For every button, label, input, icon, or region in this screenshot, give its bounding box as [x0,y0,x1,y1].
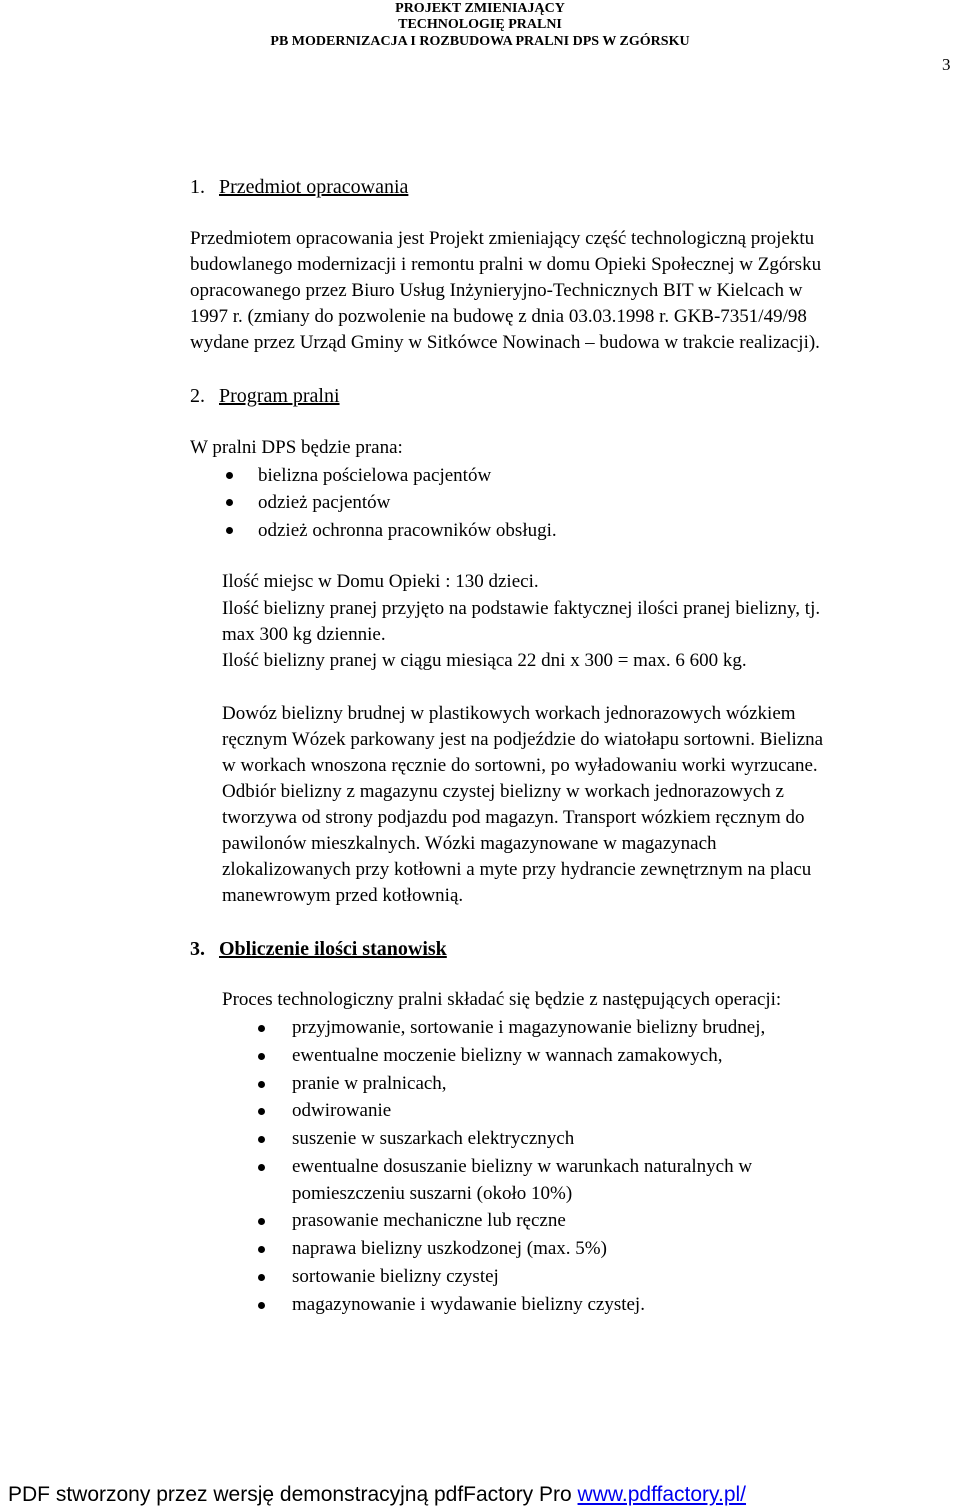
section-1-heading [190,177,408,197]
list-item: pranie w pralnicach, [292,1073,447,1094]
section-1-line: budowlanego modernizacji i remontu pralni w domu Opieki Społecznej w Zgórsku [190,254,822,275]
bullet-icon [226,499,233,506]
bullet-icon [258,1164,265,1171]
list-item: odwirowanie [292,1100,392,1121]
list-item-continuation: pomieszczeniu suszarni (około 10%) [292,1183,573,1204]
stats-line: Ilość bielizny pranej w ciągu miesiąca 22 dni x 300 = max. 6 600 kg. [222,650,747,671]
transport-line: manewrowym przed kotłownią. [222,885,464,906]
list-item: suszenie w suszarkach elektrycznych [292,1128,575,1149]
footer-link[interactable]: www.pdffactory.pl/ [577,1483,747,1506]
bullet-icon [258,1136,265,1143]
section-3-number: 3. [190,938,205,960]
list-item: naprawa bielizny uszkodzonej (max. 5%) [292,1238,607,1259]
list-item: prasowanie mechaniczne lub ręczne [292,1210,566,1231]
section-1-line: opracowanego przez Biuro Usług Inżynieryjno-Technicznych BIT w Kielcach w [190,280,803,301]
page-number: 3 [942,55,951,74]
list-item: sortowanie bielizny czystej [292,1266,499,1287]
section-3-intro: Proces technologiczny pralni składać się będzie z następujących operacji: [222,989,782,1010]
transport-line: ręcznym Wózek parkowany jest na podjeździe do wiatołapu sortowni. Bielizna [222,729,824,750]
section-1-line: Przedmiotem opracowania jest Projekt zmieniający część technologiczną projektu [190,228,815,249]
section-1-number: 1. [190,176,205,198]
section-1-title: Przedmiot opracowania [219,176,409,198]
list-item: odzież pacjentów [258,492,391,513]
section-2-number: 2. [190,385,205,407]
list-item: ewentualne dosuszanie bielizny w warunkach naturalnych w [292,1156,753,1177]
section-2-heading [190,386,340,406]
transport-line: zlokalizowanych przy kotłowni a myte przy hydrancie zewnętrznym na placu [222,859,812,880]
header-line-2: TECHNOLOGIĘ PRALNI [398,17,562,32]
list-item: przyjmowanie, sortowanie i magazynowanie bielizny brudnej, [292,1017,766,1038]
transport-line: Dowóz bielizny brudnej w plastikowych workach jednorazowych wózkiem [222,703,796,724]
section-1-line: 1997 r. (zmiany do pozwolenie na budowę z dnia 03.03.1998 r. GKB-7351/49/98 [190,306,807,327]
list-item: magazynowanie i wydawanie bielizny czystej. [292,1294,645,1315]
bullet-icon [258,1246,265,1253]
footer [8,1484,746,1506]
stats-line: Ilość miejsc w Domu Opieki : 130 dzieci. [222,571,539,592]
stats-line: max 300 kg dziennie. [222,624,386,645]
section-2-intro: W pralni DPS będzie prana: [190,437,403,458]
transport-line: Odbiór bielizny z magazynu czystej bielizny w workach jednorazowych z [222,781,784,802]
header-line-1: PROJEKT ZMIENIAJĄCY [395,1,565,16]
transport-line: pawilonów mieszkalnych. Wózki magazynowane w magazynach [222,833,717,854]
footer-text: PDF stworzony przez wersję demonstracyjną pdfFactory Pro [8,1483,578,1506]
section-3-heading [190,939,447,959]
list-item: bielizna pościelowa pacjentów [258,465,492,486]
bullet-icon [226,472,233,479]
transport-line: tworzywa od strony podjazdu pod magazyn. Transport wózkiem ręcznym do [222,807,805,828]
list-item: ewentualne moczenie bielizny w wannach zamakowych, [292,1045,723,1066]
bullet-icon [258,1081,265,1088]
header-line-3: PB MODERNIZACJA I ROZBUDOWA PRALNI DPS W ZGÓRSKU [270,34,690,49]
bullet-icon [258,1025,265,1032]
section-1-line: wydane przez Urząd Gminy w Sitkówce Nowinach – budowa w trakcie realizacji). [190,332,820,353]
stats-line: Ilość bielizny pranej przyjęto na podstawie faktycznej ilości pranej bielizny, tj. [222,598,821,619]
bullet-icon [258,1108,265,1115]
bullet-icon [258,1302,265,1309]
section-3-title: Obliczenie ilości stanowisk [219,938,447,960]
list-item: odzież ochronna pracowników obsługi. [258,520,557,541]
section-2-title: Program pralni [219,385,340,407]
bullet-icon [258,1053,265,1060]
transport-line: w workach wnoszona ręcznie do sortowni, po wyładowaniu worki wyrzucane. [222,755,818,776]
bullet-icon [226,527,233,534]
bullet-icon [258,1274,265,1281]
bullet-icon [258,1218,265,1225]
